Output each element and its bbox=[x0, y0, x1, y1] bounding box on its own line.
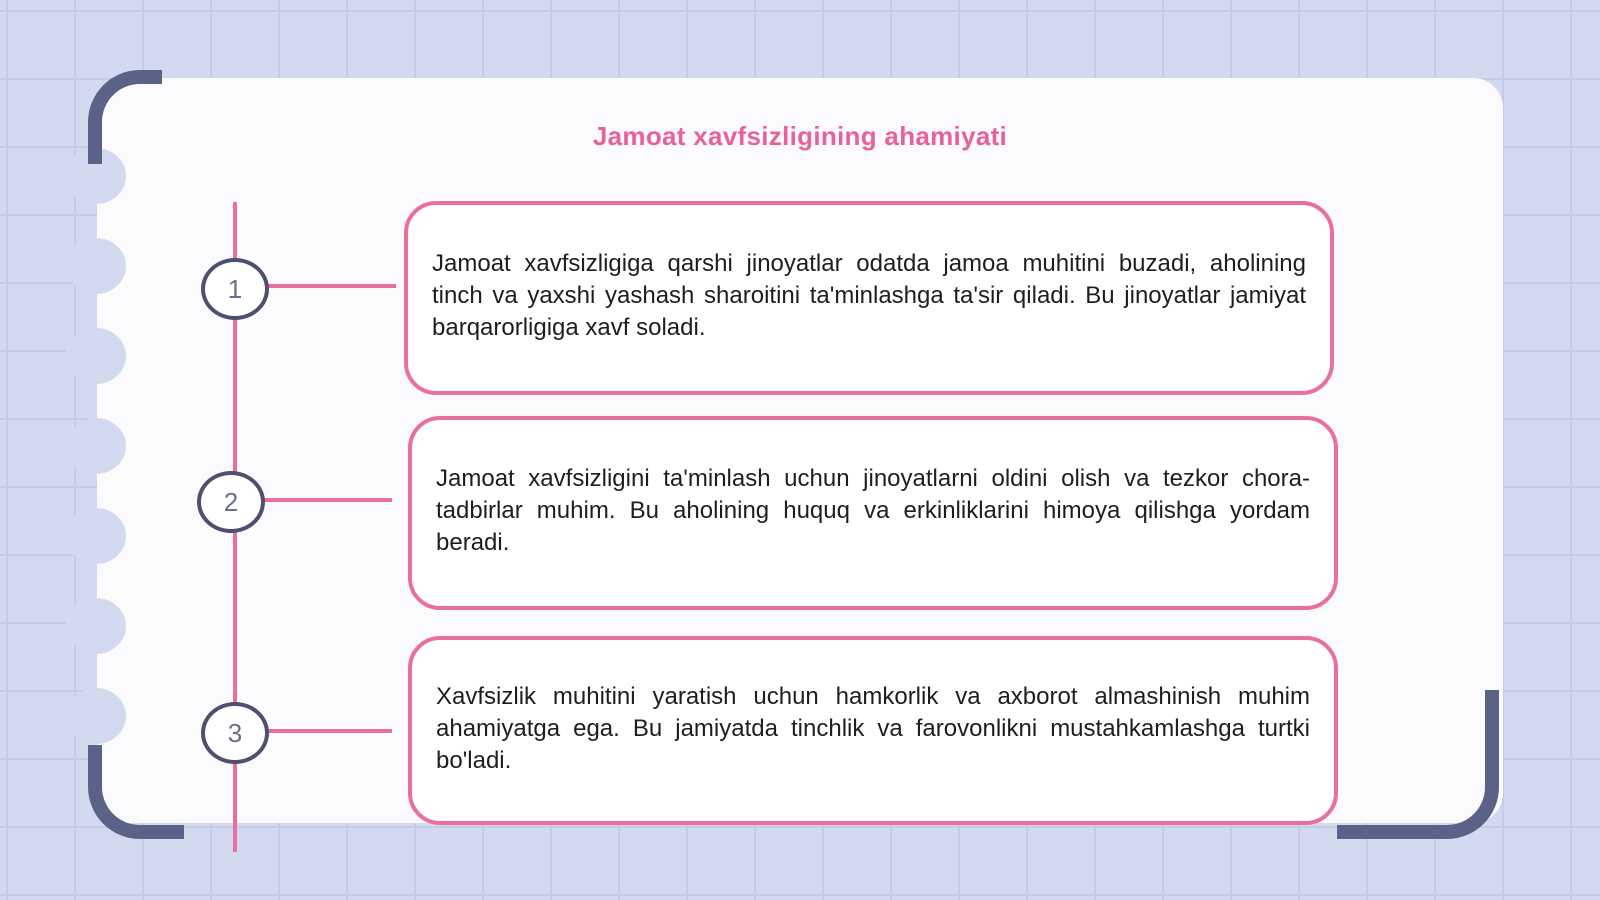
notebook-hole bbox=[66, 238, 126, 294]
card-text: Jamoat xavfsizligini ta'minlash uchun jinoyatlarni oldini olish va tezkor chora-tadbirlar muhim. Bu aholining huquq va erkinliklarini himoya qilishga yordam beradi. bbox=[436, 465, 1310, 556]
notebook-hole bbox=[66, 328, 126, 384]
notebook-hole bbox=[66, 598, 126, 654]
card-text: Xavfsizlik muhitini yaratish uchun hamkorlik va axborot almashinish muhim ahamiyatga ega. Bu jamiyatda tinchlik va farovonlikni mustahkamlashga turtki bo'ladi. bbox=[436, 682, 1310, 774]
corner-bracket-bottom-left bbox=[88, 745, 184, 839]
step-number-1: 1 bbox=[201, 258, 269, 320]
slide-title: Jamoat xavfsizligining ahamiyati bbox=[592, 121, 1008, 151]
notebook-hole bbox=[66, 508, 126, 564]
info-card-2 bbox=[408, 416, 1338, 610]
info-card-3 bbox=[408, 636, 1338, 825]
card-text: Jamoat xavfsizligiga qarshi jinoyatlar odatda jamoa muhitini buzadi, aholining tinch va yaxshi yashash sharoitini ta'minlashga ta'sir qiladi. Bu jinoyatlar jamiyat barqarorligiga xavf soladi. bbox=[432, 250, 1306, 341]
timeline-connector bbox=[266, 284, 396, 288]
info-card-1 bbox=[404, 201, 1334, 395]
step-number-2: 2 bbox=[197, 471, 265, 533]
corner-bracket-bottom-right bbox=[1337, 690, 1499, 839]
step-number-3: 3 bbox=[201, 702, 269, 764]
timeline-connector bbox=[266, 729, 392, 733]
timeline-connector bbox=[262, 498, 392, 502]
notebook-hole bbox=[66, 688, 126, 744]
notebook-hole bbox=[66, 418, 126, 474]
